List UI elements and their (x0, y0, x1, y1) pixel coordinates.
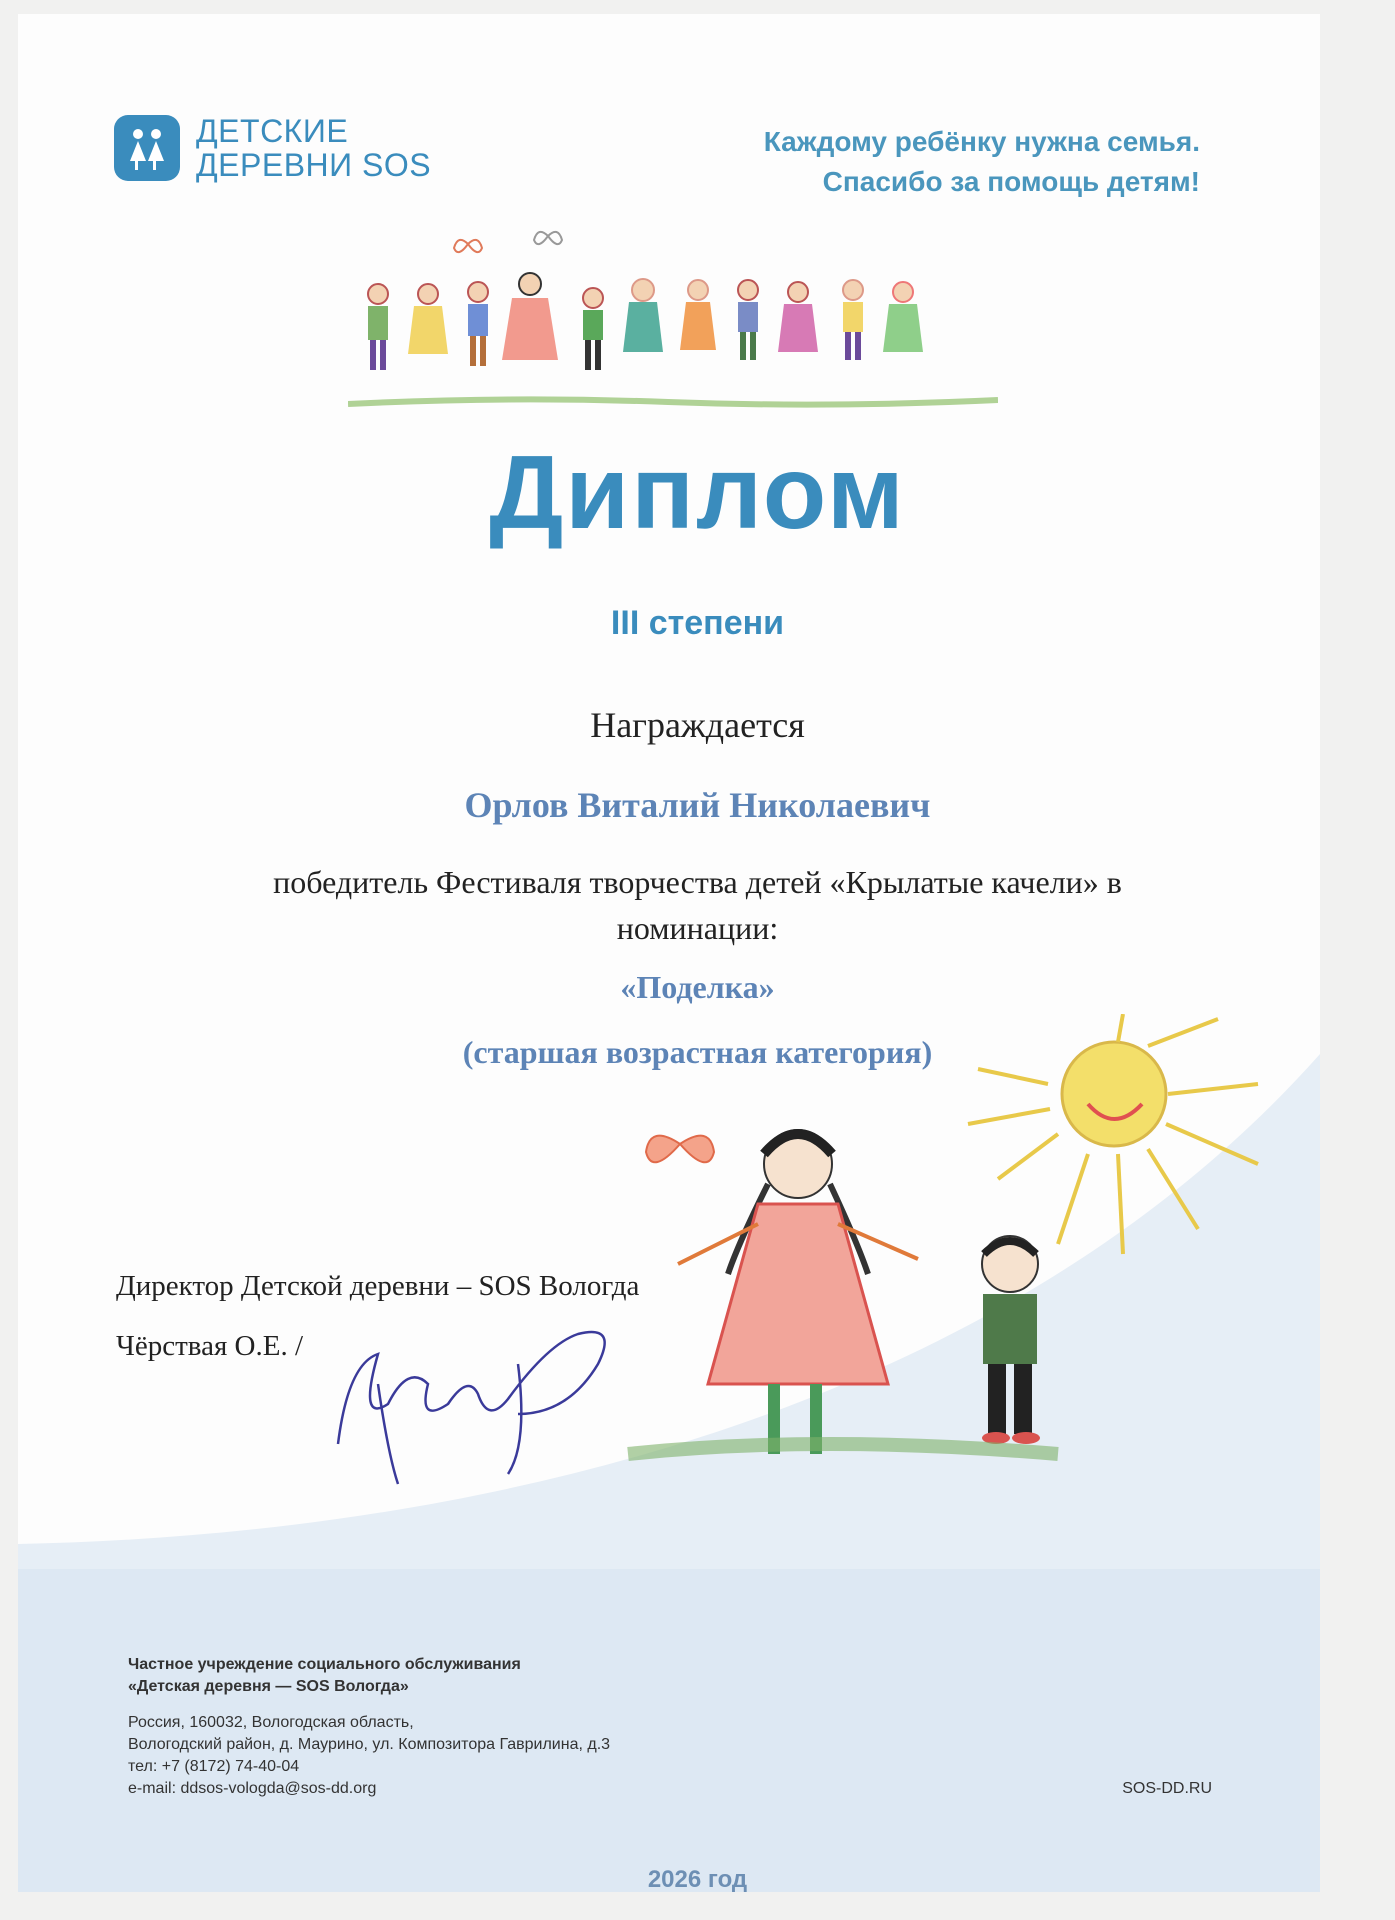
website: SOS-DD.RU (1122, 1780, 1212, 1797)
awarded-label: Награждается (590, 705, 805, 745)
recipient-name: Орлов Виталий Николаевич (464, 785, 931, 825)
year: 2026 год (647, 1866, 748, 1893)
phone: тел: +7 (8172) 74-40-04 (128, 1758, 300, 1775)
sos-children-icon (114, 115, 180, 181)
winner-line-2: номинации: (616, 910, 779, 946)
girl-figure (678, 1130, 918, 1454)
signatory-name: Чёрствая О.Е. / (116, 1330, 303, 1362)
children-drawing-illustration (348, 224, 998, 424)
org-line-1: Частное учреждение социального обслуживания (128, 1656, 521, 1673)
boy-figure (982, 1236, 1040, 1444)
slogan-line-2: Спасибо за помощь детям! (822, 166, 1200, 197)
sun-icon (968, 1014, 1258, 1254)
logo-line-2: ДЕРЕВНИ SOS (196, 147, 432, 183)
address-line-2: Вологодский район, д. Маурино, ул. Композитора Гаврилина, д.3 (128, 1736, 611, 1753)
girl-boy-sun-illustration (618, 1014, 1320, 1474)
slogan (764, 122, 1200, 202)
winner-description (18, 859, 1320, 951)
diploma-title: Диплом (489, 435, 906, 551)
email: e-mail: ddsos-vologda@sos-dd.org (128, 1780, 377, 1797)
butterfly-icon (646, 1136, 714, 1163)
footer-contacts (128, 1654, 610, 1800)
age-category: (старшая возрастная категория) (462, 1034, 933, 1070)
butterfly-icon (454, 240, 482, 252)
nomination-name: «Поделка» (620, 969, 775, 1005)
logo-text (196, 114, 431, 182)
diploma-sheet (18, 14, 1320, 1892)
diploma-degree: III степени (610, 604, 785, 642)
org-line-2: «Детская деревня — SOS Вологда» (128, 1678, 409, 1695)
slogan-line-1: Каждому ребёнку нужна семья. (763, 126, 1200, 157)
butterfly-icon (534, 232, 562, 244)
sos-logo (114, 114, 431, 182)
winner-line-1: победитель Фестиваля творчества детей «Крылатые качели» в (273, 864, 1122, 900)
address-line-1: Россия, 160032, Вологодская область, (128, 1714, 414, 1731)
handwritten-signature (318, 1304, 638, 1494)
signatory-position: Директор Детской деревни – SOS Вологда (116, 1270, 640, 1302)
logo-line-1: ДЕТСКИЕ (196, 113, 349, 149)
